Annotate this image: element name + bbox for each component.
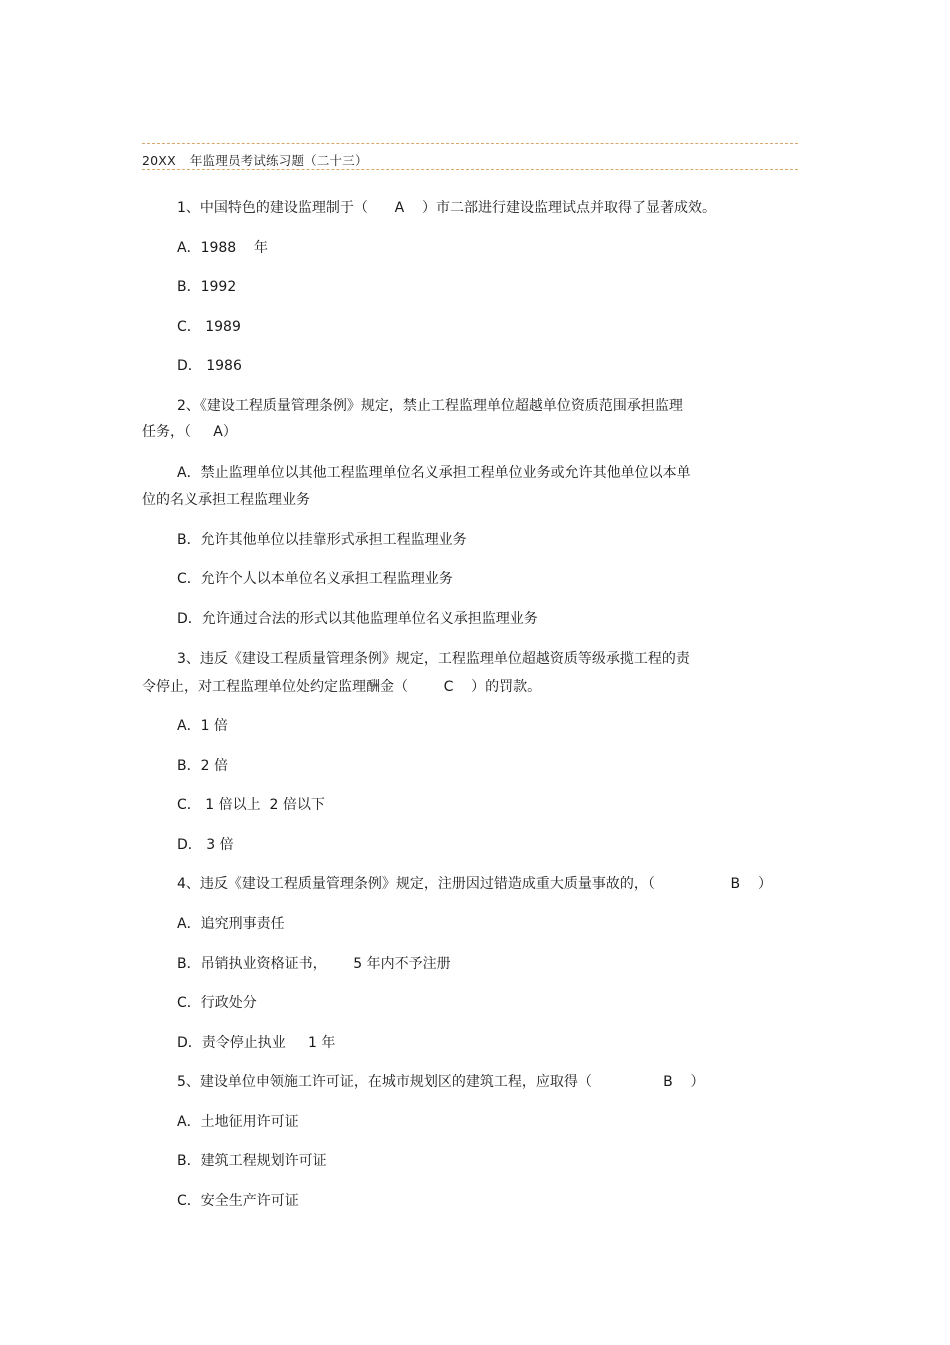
question-4-option-a: A．追究刑事责任	[177, 916, 285, 932]
title-text: 年监理员考试练习题（二十三）	[189, 153, 368, 168]
question-1-option-c: C． 1989	[177, 319, 241, 335]
question-4-stem: 4、违反《建设工程质量管理条例》规定，注册因过错造成重大质量事故的，（ B ）	[177, 876, 772, 892]
question-2-option-a-line2: 位的名义承担工程监理业务	[142, 492, 310, 508]
question-4-option-b: B．吊销执业资格证书， 5 年内不予注册	[177, 956, 451, 972]
header-rule-bottom	[142, 169, 798, 170]
question-5-option-a: A．土地征用许可证	[177, 1114, 299, 1130]
question-4-option-c: C．行政处分	[177, 995, 257, 1011]
question-2-option-a-line1: A．禁止监理单位以其他工程监理单位名义承担工程单位业务或允许其他单位以本单	[177, 465, 691, 481]
question-2-option-d: D．允许通过合法的形式以其他监理单位名义承担监理业务	[177, 611, 538, 627]
question-3-option-d: D． 3 倍	[177, 837, 234, 853]
question-2-option-b: B．允许其他单位以挂靠形式承担工程监理业务	[177, 532, 467, 548]
header-rule-top	[142, 143, 798, 144]
question-1-option-b: B．1992	[177, 279, 237, 295]
question-3-option-b: B．2 倍	[177, 758, 228, 774]
question-3-option-c: C． 1 倍以上 2 倍以下	[177, 797, 325, 813]
question-2-stem-line1: 2、《建设工程质量管理条例》规定，禁止工程监理单位超越单位资质范围承担监理	[177, 398, 683, 414]
question-1-stem: 1、中国特色的建设监理制于（ A ）市二部进行建设监理试点并取得了显著成效。	[177, 200, 716, 216]
question-2-option-c: C．允许个人以本单位名义承担工程监理业务	[177, 571, 453, 587]
document-title	[142, 151, 368, 169]
question-4-option-d: D．责令停止执业 1 年	[177, 1035, 336, 1051]
question-3-option-a: A．1 倍	[177, 718, 228, 734]
question-2-stem-line2: 任务，（ A）	[142, 424, 237, 440]
question-5-option-b: B．建筑工程规划许可证	[177, 1153, 327, 1169]
title-year: 20XX	[142, 153, 176, 168]
question-3-stem-line2: 令停止，对工程监理单位处约定监理酬金（ C ）的罚款。	[142, 679, 542, 695]
question-1-option-a: A．1988 年	[177, 240, 269, 256]
question-1-option-d: D． 1986	[177, 358, 242, 374]
question-5-stem: 5、建设单位申领施工许可证，在城市规划区的建筑工程，应取得（ B ）	[177, 1074, 705, 1090]
question-5-option-c: C．安全生产许可证	[177, 1193, 299, 1209]
question-3-stem-line1: 3、违反《建设工程质量管理条例》规定，工程监理单位超越资质等级承揽工程的责	[177, 651, 690, 667]
